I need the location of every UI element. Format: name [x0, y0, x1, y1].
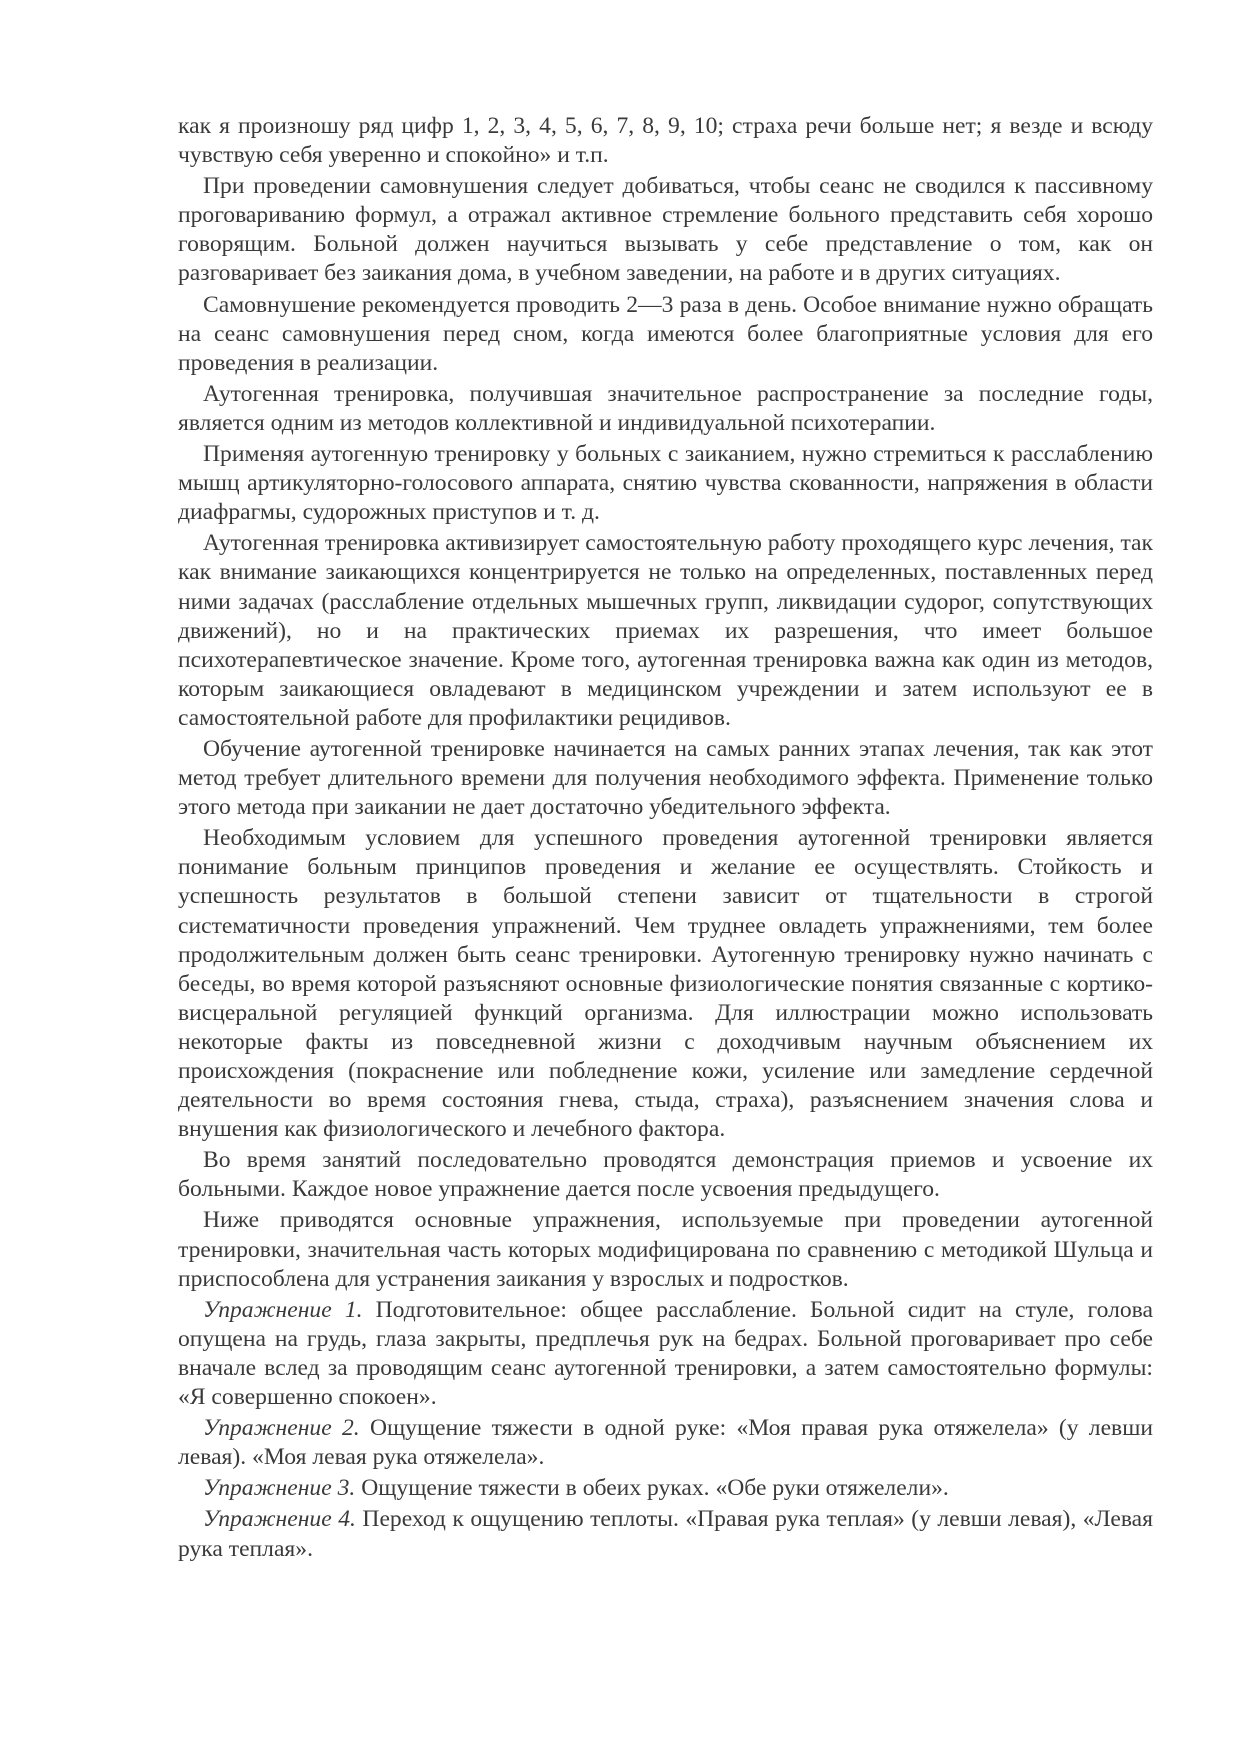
paragraph-autogenic-application: Применяя аутогенную тренировку у больных с заиканием, нужно стремиться к расслаблению мышц артикуляторно-голосового аппарата, снятию чувства скованности, напряжения в области диафрагмы, судорожных приступов и т. д. [178, 441, 1153, 526]
exercise-1-title: Упражнение 1. [203, 1296, 363, 1323]
paragraph-autogenic-training-start: Обучение аутогенной тренировке начинается на самых ранних этапах лечения, так как этот метод требует длительного времени для получения необходимого эффекта. Применение только этого метода при заикании не дает достаточно убедительного эффекта. [178, 735, 1153, 821]
exercise-2-text: Ощущение тяжести в одной руке: «Моя правая рука отяжелела» (у левши левая). «Моя левая рука отяжелела». [178, 1415, 1153, 1471]
exercise-4 [178, 1505, 1153, 1563]
exercise-2-title: Упражнение 2. [203, 1415, 360, 1442]
paragraph-sessions: Во время занятий последовательно проводятся демонстрация приемов и усвоение их больными. Каждое новое упражнение дается после усвоения предыдущего. [178, 1147, 1153, 1203]
exercise-3-title: Упражнение 3. [203, 1475, 356, 1502]
paragraph-necessary-condition: Необходимым условием для успешного проведения аутогенной тренировки является понимание больным принципов проведения и желание ее осуществлять. Стойкость и успешность результатов в большой степени зависит от тщательности в строгой систематичности проведения упражнений. Чем труднее овладеть упражнениями, тем более продолжительным должен быть сеанс тренировки. Аутогенную тренировку нужно начинать с беседы, во время которой разъясняют основные физиологические понятия связанные с кортико-висцеральной регуляцией функций организма. Для иллюстрации можно использовать некоторые факты из повседневной жизни с доходчивым научным объяснением их происхождения (покраснение или побледнение кожи, усиление или замедление сердечной деятельности во время состояния гнева, стыда, страха), разъяснением значения слова и внушения как физиологического и лечебного фактора. [178, 825, 1153, 1143]
paragraph-continuation: как я произношу ряд цифр 1, 2, 3, 4, 5, 6, 7, 8, 9, 10; страха речи больше нет; я везде и всюду чувствую себя уверенно и спокойно» и т.п. [178, 113, 1153, 169]
exercise-3-text: Ощущение тяжести в обеих руках. «Обе руки отяжелели». [355, 1475, 949, 1502]
body-text [178, 112, 1153, 1566]
exercise-1 [178, 1296, 1153, 1412]
exercise-4-text: Переход к ощущению теплоты. «Правая рука теплая» (у левши левая), «Левая рука теплая». [178, 1506, 1153, 1562]
paragraph-self-suggestion-frequency: Самовнушение рекомендуется проводить 2—3 раза в день. Особое внимание нужно обращать на сеанс самовнушения перед сном, когда имеются более благоприятные условия для его проведения в реализации. [178, 291, 1153, 376]
paragraph-autogenic-activation: Аутогенная тренировка активизирует самостоятельную работу проходящего курс лечения, так как внимание заикающихся концентрируется не только на определенных, поставленных перед ними задачах (расслабление отдельных мышечных групп, ликвидации судорог, сопутствующих движений), но и на практических приемах их разрешения, что имеет большое психотерапевтическое значение. Кроме того, аутогенная тренировка важна как один из методов, которым заикающиеся овладевают в медицинском учреждении и затем используют ее в самостоятельной работе для профилактики рецидивов. [178, 530, 1153, 731]
paragraph-exercises-intro: Ниже приводятся основные упражнения, используемые при проведении аутогенной тренировки, значительная часть которых модифицирована по сравнению с методикой Шульца и приспособлена для устранения заикания у взрослых и подростков. [178, 1207, 1153, 1292]
paragraph-autogenic-intro: Аутогенная тренировка, получившая значительное распространение за последние годы, является одним из методов коллективной и индивидуальной психотерапии. [178, 380, 1153, 436]
exercise-3 [178, 1474, 1153, 1503]
paragraph-self-suggestion-method: При проведении самовнушения следует добиваться, чтобы сеанс не сводился к пассивному проговариванию формул, а отражал активное стремление больного представить себя хорошо говорящим. Больной должен научиться вызывать у себе представление о том, как он разговаривает без заикания дома, в учебном заведении, на работе и в других ситуациях. [178, 173, 1153, 287]
exercise-2 [178, 1414, 1153, 1472]
exercise-4-title: Упражнение 4. [203, 1506, 356, 1533]
exercise-1-text: Подготовительное: общее расслабление. Больной сидит на стуле, голова опущена на грудь, глаза закрыты, предплечья рук на бедрах. Больной проговаривает про себе вначале вслед за проводящим сеанс аутогенной тренировки, а затем самостоятельно формулы: «Я совершенно спокоен». [178, 1296, 1153, 1411]
